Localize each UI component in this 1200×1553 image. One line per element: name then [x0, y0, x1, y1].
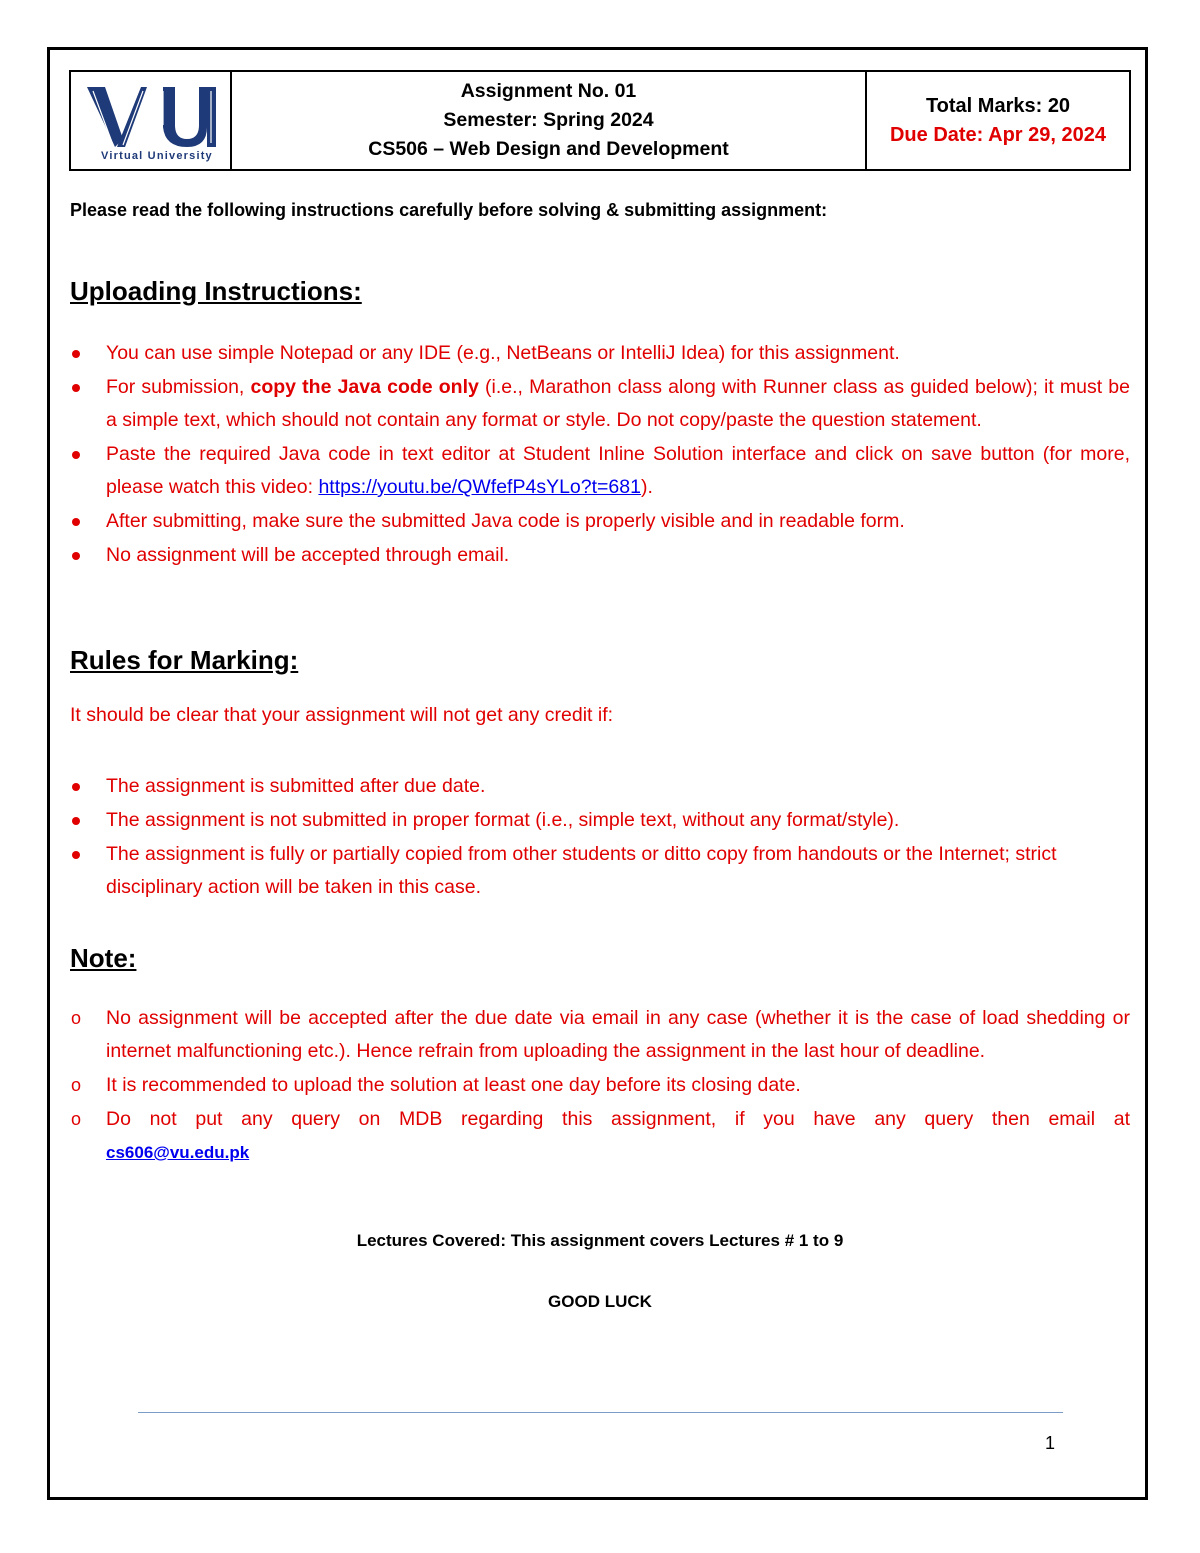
logo-subtitle: Virtual University: [101, 150, 213, 162]
list-item: After submitting, make sure the submitted Java code is properly visible and in readable form.: [106, 510, 905, 532]
list-item: o It is recommended to upload the solution at least one day before its closing date.: [70, 1069, 1130, 1102]
note-heading: Note:: [70, 943, 137, 973]
course-title: CS506 – Web Design and Development: [368, 138, 729, 160]
good-luck: GOOD LUCK: [548, 1292, 652, 1311]
list-item: For submission, copy the Java code only (i.e., Marathon class along with Runner class as guided below); it must be a simple text, which should not contain any format or style. Do not copy/paste the question statement.: [106, 376, 1130, 431]
title-cell: [232, 72, 867, 169]
assignment-number: Assignment No. 01: [460, 80, 637, 102]
total-marks: Total Marks: 20: [925, 94, 1071, 117]
list-item: o Do not put any query on MDB regarding this assignment, if you have any query then email at cs606@vu.edu.pk: [70, 1103, 1130, 1169]
note-list: [70, 1002, 1130, 1169]
logo-cell: [71, 72, 232, 169]
video-link[interactable]: https://youtu.be/QWfefP4sYLo?t=681: [318, 476, 641, 498]
intro-text: Please read the following instructions carefully before solving & submitting assignment:: [70, 200, 828, 220]
page-number: 1: [1045, 1433, 1056, 1453]
list-item: The assignment is not submitted in proper format (i.e., simple text, without any format/style).: [106, 809, 900, 831]
due-date: Due Date: Apr 29, 2024: [889, 123, 1106, 146]
lectures-covered: Lectures Covered: This assignment covers Lectures # 1 to 9: [356, 1231, 844, 1250]
marks-cell: [867, 72, 1129, 169]
list-item: The assignment is fully or partially copied from other students or ditto copy from handouts or the Internet; strict disciplinary action will be taken in this case.: [106, 843, 1057, 898]
email-link[interactable]: cs606@vu.edu.pk: [106, 1143, 250, 1162]
list-item: The assignment is submitted after due date.: [106, 775, 486, 797]
rules-intro: It should be clear that your assignment will not get any credit if:: [70, 704, 614, 726]
list-item: o No assignment will be accepted after the due date via email in any case (whether it is the case of load shedding or internet malfunctioning etc.). Hence refrain from uploading the assignment in the last hour of deadline.: [70, 1002, 1130, 1068]
semester: Semester: Spring 2024: [443, 109, 654, 131]
list-item: You can use simple Notepad or any IDE (e.g., NetBeans or IntelliJ Idea) for this assignment.: [106, 342, 900, 364]
vu-logo: [85, 81, 217, 165]
header-table: [69, 70, 1131, 171]
circle-bullet-icon: o: [70, 1109, 81, 1129]
uploading-heading: Uploading Instructions:: [70, 276, 362, 306]
list-item: No assignment will be accepted through email.: [106, 544, 510, 566]
rules-heading: Rules for Marking:: [70, 645, 299, 675]
list-item: Paste the required Java code in text editor at Student Inline Solution interface and click on save button (for more, please watch this video: https://youtu.be/QWfefP4sYLo?t=681).: [106, 443, 1130, 498]
rules-list: [70, 770, 1130, 904]
uploading-list: [70, 337, 1130, 572]
circle-bullet-icon: o: [70, 1008, 81, 1028]
footer-rule: [138, 1412, 1063, 1413]
circle-bullet-icon: o: [70, 1075, 81, 1095]
